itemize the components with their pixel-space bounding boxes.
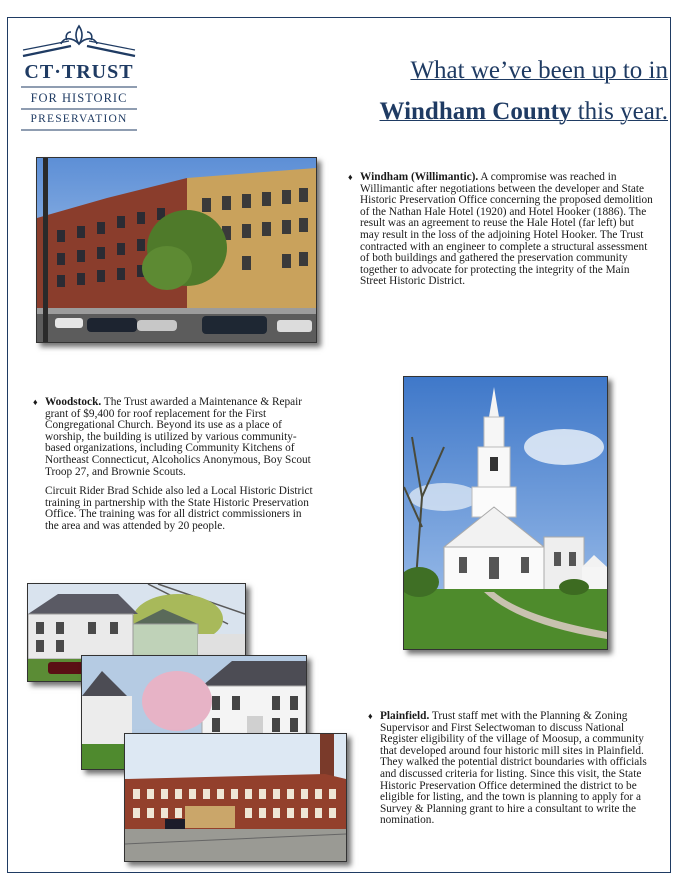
title-suffix: this year. xyxy=(571,98,668,125)
moosup-mill-photo xyxy=(124,733,347,862)
windham-heading: Windham (Willimantic). xyxy=(360,171,479,183)
county-name: Windham County xyxy=(379,98,572,125)
plainfield-body: Trust staff met with the Planning & Zoning Supervisor and First Selectwoman to discuss National Register eligibility of the village of Moosup, a community that developed around four historic mill sites in Plainfield. They walked the potential district boundaries with officials and discussed criteria for listing. Since this visit, the State Historic Preservation Office determined the district to be eligible for listing, and the town is planning to apply for a Survey & Planning grant to hire a consultant to write the nomination. xyxy=(380,710,647,827)
willimantic-hotels-photo xyxy=(36,157,317,343)
logo-line-for-historic: FOR HISTORIC xyxy=(30,91,128,105)
page-title-line1: What we’ve been up to in xyxy=(410,57,668,84)
bullet-diamond-icon: ♦ xyxy=(368,711,373,721)
logo-line-preservation: PRESERVATION xyxy=(30,113,128,125)
woodstock-para2: Circuit Rider Brad Schide also led a Local Historic District training in partnership with the State Historic Preservation Office. The training was for all district commissioners in the area and was attended by 20 people. xyxy=(45,485,313,532)
bullet-diamond-icon: ♦ xyxy=(33,397,38,407)
windham-section xyxy=(348,171,656,288)
logo-line-ct-trust: CT·TRUST xyxy=(24,61,134,83)
plainfield-section xyxy=(368,710,652,827)
page-title-line2 xyxy=(380,98,668,126)
ct-trust-logo xyxy=(21,24,137,134)
woodstock-heading: Woodstock. xyxy=(45,396,102,408)
windham-body: A compromise was reached in Willimantic after negotiations between the developer and State Historic Preservation Office concerning the proposed demolition of the Nathan Hale Hotel (1920) and Hotel Hooker (1886). The result was an agreement to reuse the Hale Hotel (far left) but may result in the loss of the adjoining Hotel Hooker. The Trust contracted with an engineer to complete a structural assessment of both buildings and gathered the preservation community together to advocate for protecting the integrity of the Main Street Historic District. xyxy=(360,171,653,288)
plainfield-heading: Plainfield. xyxy=(380,710,430,722)
woodstock-body: The Trust awarded a Maintenance & Repair grant of $9,400 for roof replacement for the First Congregational Church. Beyond its use as a place of worship, the building is utilized by various community-based organizations, including Community Kitchens of Northeast Connecticut, Alcoholics Anonymous, Boy Scout Troop 27, and Brownie Scouts. xyxy=(45,396,311,478)
woodstock-church-photo xyxy=(403,376,608,650)
bullet-diamond-icon: ♦ xyxy=(348,172,353,182)
woodstock-section xyxy=(33,396,317,533)
